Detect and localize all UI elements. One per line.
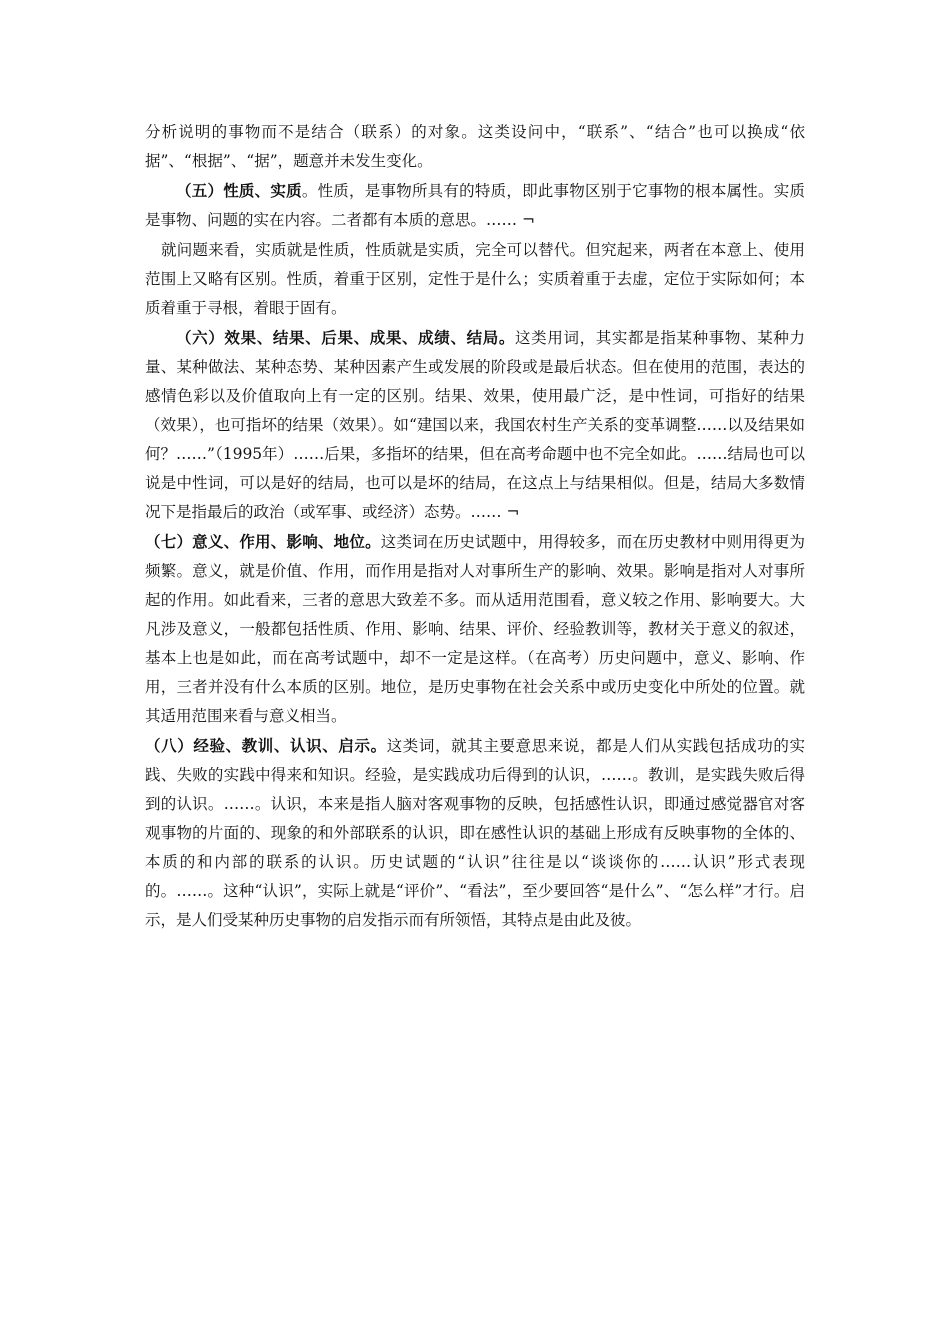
paragraph-mark: ¬: [521, 211, 535, 229]
paragraph-body: 这类词，就其主要意思来说，都是人们从实践包括成功的实践、失败的实践中得来和知识。经验，是实践成功后得到的认识，……。教训，是实践失败后得到的认识。……。认识，本来是指人脑对客观事物的反映，包括感性认识，即通过感觉器官对客观事物的片面的、现象的和外部联系的认识，即在感性认识的基础上形成有反映事物的全体的、本质的和内部的联系的认识。历史试题的“认识”往往是以“谈谈你的……认识”形式表现的。……。这种“认识”，实际上就是“评价”、“看法”，至少要回答“是什么”、“怎么样”才行。启示，是人们受某种历史事物的启发指示而有所领悟，其特点是由此及彼。: [145, 737, 805, 929]
document-page: [145, 118, 805, 935]
section-heading-6: （六）效果、结果、后果、成果、成绩、结局。: [176, 329, 516, 347]
paragraph-body: 。性质，是事物所具有的特质，即此事物区别于它事物的根本属性。实质是事物、问题的实在内容。二者都有本质的意思。……: [145, 182, 805, 229]
section-heading-7: （七）意义、作用、影响、地位。: [145, 533, 381, 551]
paragraph-body: 这类用词，其实都是指某种事物、某种力量、某种做法、某种态势、某种因素产生或发展的阶段或是最后状态。但在使用的范围，表达的感情色彩以及价值取向上有一定的区别。结果、效果，使用最广泛，是中性词，可指好的结果（效果），也可指坏的结果（效果）。如“建国以来，我国农村生产关系的变革调整……以及结果如何？……”（1995年）……后果，多指坏的结果，但在高考命题中也不完全如此。……结局也可以说是中性词，可以是好的结局，也可以是坏的结局，在这点上与结果相似。但是，结局大多数情况下是指最后的政治（或军事、或经济）态势。……: [145, 329, 805, 521]
paragraph-xingzhi-comparison: [145, 236, 805, 323]
paragraph-xingzhi-shizhi: [145, 177, 805, 235]
paragraph-lianxi-continuation: [145, 118, 805, 176]
paragraph-body: 分析说明的事物而不是结合（联系）的对象。这类设问中，“联系”、“结合”也可以换成“依据”、“根据”、“据”，题意并未发生变化。: [145, 123, 805, 170]
paragraph-yiyi-zuoyong: [145, 528, 805, 731]
section-heading-8: （八）经验、教训、认识、启示。: [145, 737, 387, 755]
paragraph-xiaoguo-jieguo: [145, 324, 805, 527]
paragraph-body: 这类词在历史试题中，用得较多，而在历史教材中则用得更为频繁。意义，就是价值、作用，而作用是指对人对事所生产的影响、效果。影响是指对人对事所起的作用。如此看来，三者的意思大致差不多。而从适用范围看，意义较之作用、影响要大。大凡涉及意义，一般都包括性质、作用、影响、结果、评价、经验教训等，教材关于意义的叙述，基本上也是如此，而在高考试题中，却不一定是这样。（在高考）历史问题中，意义、影响、作用，三者并没有什么本质的区别。地位，是历史事物在社会关系中或历史变化中所处的位置。就其适用范围来看与意义相当。: [145, 533, 805, 725]
paragraph-mark: ¬: [506, 503, 520, 521]
paragraph-body: 就问题来看，实质就是性质，性质就是实质，完全可以替代。但究起来，两者在本意上、使用范围上又略有区别。性质，着重于区别，定性于是什么；实质着重于去虚，定位于实际如何；本质着重于寻根，着眼于固有。: [145, 241, 805, 317]
paragraph-jingyan-jiaoxun: [145, 732, 805, 935]
section-heading-5: （五）性质、实质: [176, 182, 302, 200]
